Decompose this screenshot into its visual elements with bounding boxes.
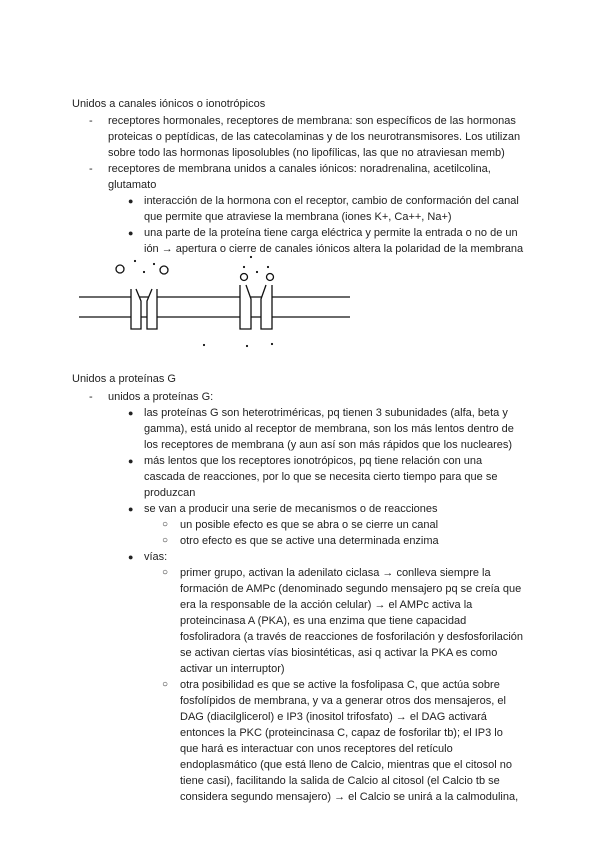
sub-bullet-text: DAG (diacilglicerol) e IP3 (inositol trifosfato) → el DAG activará <box>180 711 487 723</box>
circle-marker: ○ <box>162 679 169 690</box>
bullet-text: las proteínas G son heterotriméricas, pq tienen 3 subunidades (alfa, beta y <box>144 407 508 419</box>
list-item-text: unidos a proteínas G: <box>108 391 214 403</box>
bullet-marker: ● <box>128 196 134 206</box>
bullet-marker: ● <box>128 456 134 466</box>
bullet-marker: ● <box>128 552 134 562</box>
ion-dot <box>143 271 145 273</box>
ligand-circle <box>267 274 274 281</box>
ion-dot <box>256 271 258 273</box>
bullet-text: los receptores de membrana (y aun así son más rápidos que los nucleares) <box>144 439 513 451</box>
sub-bullet-text: otro efecto es que se active una determinada enzima <box>180 535 439 547</box>
bullet-text: interacción de la hormona con el receptor, cambio de conformación del canal <box>144 195 519 207</box>
circle-marker: ○ <box>162 535 169 546</box>
sub-bullet-text: formación de AMPc (denominado segundo mensajero pq se creía que <box>180 583 522 595</box>
sub-bullet-text: activar un interruptor) <box>180 663 285 675</box>
bullet-text: vías: <box>144 551 168 563</box>
ligand-circle <box>241 274 248 281</box>
sub-bullet-text: que hará es interactuar con unos receptores del retículo <box>180 743 453 755</box>
open-channel-right-subunit <box>261 285 272 329</box>
circle-marker: ○ <box>162 567 169 578</box>
bullet-text: más lentos que los receptores ionotrópicos, pq tiene relación con una <box>144 455 483 467</box>
ion-dot <box>246 345 248 347</box>
sub-bullet-text: fosfolípidos de membrana, y va a generar otros dos mensajeros, el <box>180 695 506 707</box>
bullet-text: una parte de la proteína tiene carga eléctrica y permite la entrada o no de un <box>144 227 518 239</box>
ligand-circle <box>160 266 168 274</box>
bullet-marker: ● <box>128 408 134 418</box>
bullet-text: cascada de reacciones, por lo que se necesita cierto tiempo para que se <box>144 471 498 483</box>
list-item-text: receptores de membrana unidos a canales iónicos: noradrenalina, acetilcolina, <box>108 163 491 175</box>
sub-bullet-text: primer grupo, activan la adenilato ciclasa → conlleva siempre la <box>180 567 491 579</box>
ion-dot <box>153 263 155 265</box>
list-item-text: sobre todo las hormonas liposolubles (no lipofílicas, las que no atraviesan memb) <box>108 147 505 159</box>
closed-channel-left-subunit <box>131 289 141 329</box>
dash-marker: - <box>89 163 93 175</box>
bullet-text: produzcan <box>144 487 196 499</box>
circle-marker: ○ <box>162 519 169 530</box>
ion-dot <box>243 266 245 268</box>
bullet-text: ión → apertura o cierre de canales iónicos altera la polaridad de la membrana <box>144 243 524 255</box>
bullet-marker: ● <box>128 504 134 514</box>
sub-bullet-text: era la responsable de la acción celular) → el AMPc activa la <box>180 599 473 611</box>
dash-marker: - <box>89 115 93 127</box>
sub-bullet-text: se activan ciertas vías biosintéticas, asi q activar la PKA es como <box>180 647 498 659</box>
list-item-text: proteicas o peptídicas, de las catecolaminas y de los neurotransmisores. Los utilizan <box>108 131 521 143</box>
ion-dot <box>271 343 273 345</box>
list-item-text: glutamato <box>108 179 157 191</box>
sub-bullet-text: proteincinasa A (PKA), es una enzima que tiene capacidad <box>180 615 467 627</box>
list-item-text: receptores hormonales, receptores de membrana: son específicos de las hormonas <box>108 115 516 127</box>
sub-bullet-text: tiene casi), facilitando la salida de Calcio al citosol (el Calcio tb se <box>180 775 500 787</box>
sub-bullet-text: entonces la PKC (proteincinasa C, capaz de fosforilar tb); el IP3 lo <box>180 727 503 739</box>
bullet-text: que permite que atraviese la membrana (iones K+, Ca++, Na+) <box>144 211 452 223</box>
ion-channel-diagram <box>0 245 600 355</box>
ion-dot <box>203 344 205 346</box>
ion-dot <box>250 256 252 258</box>
section-heading-ionotropic: Unidos a canales iónicos o ionotrópicos <box>72 98 266 110</box>
sub-bullet-text: un posible efecto es que se abra o se cierre un canal <box>180 519 439 531</box>
sub-bullet-text: endoplasmático (que está lleno de Calcio, mientras que el citosol no <box>180 759 513 771</box>
section-heading-g-protein: Unidos a proteínas G <box>72 373 176 385</box>
open-channel-left-subunit <box>240 285 251 329</box>
ligand-circle <box>116 265 124 273</box>
dash-marker: - <box>89 391 93 403</box>
bullet-text: gamma), está unido al receptor de membrana, son los más lentos dentro de <box>144 423 514 435</box>
sub-bullet-text: considera segundo mensajero) → el Calcio se unirá a la calmodulina, <box>180 791 519 803</box>
closed-channel-right-subunit <box>147 289 157 329</box>
ion-dot <box>134 260 136 262</box>
sub-bullet-text: fosfoliradora (a través de reacciones de fosforilación y desfosforilación <box>180 631 524 643</box>
sub-bullet-text: otra posibilidad es que se active la fosfolipasa C, que actúa sobre <box>180 679 500 691</box>
ion-dot <box>267 266 269 268</box>
bullet-marker: ● <box>128 228 134 238</box>
bullet-text: se van a producir una serie de mecanismos o de reacciones <box>144 503 438 515</box>
